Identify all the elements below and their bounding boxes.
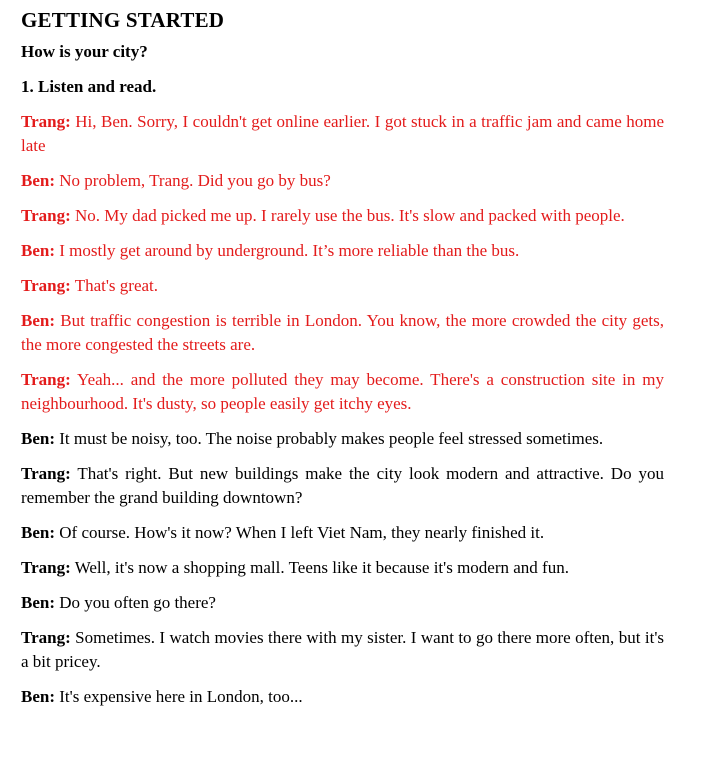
dialogue-line <box>21 427 664 451</box>
utterance-text: I mostly get around by underground. It’s more reliable than the bus. <box>59 241 520 260</box>
utterance-text: Sometimes. I watch movies there with my sister. I want to go there more often, but it's a bit pricey. <box>21 628 664 671</box>
speaker-name: Ben: <box>21 593 55 612</box>
utterance-text: It must be noisy, too. The noise probably makes people feel stressed sometimes. <box>59 429 604 448</box>
utterance-text: Hi, Ben. Sorry, I couldn't get online earlier. I got stuck in a traffic jam and came home late <box>21 112 665 155</box>
dialogue-line <box>21 462 664 510</box>
dialogue-line <box>21 591 664 615</box>
dialogue-line <box>21 556 664 580</box>
utterance-text: It's expensive here in London, too... <box>59 687 303 706</box>
utterance-text: Well, it's now a shopping mall. Teens like it because it's modern and fun. <box>74 558 569 577</box>
dialogue-line <box>21 169 664 193</box>
speaker-name: Trang: <box>21 276 71 295</box>
exercise-instruction: 1. Listen and read. <box>21 77 157 96</box>
speaker-name: Ben: <box>21 241 55 260</box>
utterance-text: Yeah... and the more polluted they may become. There's a construction site in my neighbourhood. It's dusty, so people easily get itchy eyes. <box>21 370 664 413</box>
speaker-name: Ben: <box>21 311 55 330</box>
dialogue-list <box>21 110 664 709</box>
utterance-text: Do you often go there? <box>59 593 216 612</box>
dialogue-line <box>21 685 664 709</box>
speaker-name: Trang: <box>21 558 71 577</box>
speaker-name: Trang: <box>21 628 71 647</box>
speaker-name: Ben: <box>21 687 55 706</box>
utterance-text: No problem, Trang. Did you go by bus? <box>59 171 331 190</box>
utterance-text: That's right. But new buildings make the city look modern and attractive. Do you remember the grand building downtown? <box>21 464 664 507</box>
speaker-name: Trang: <box>21 206 71 225</box>
dialogue-line <box>21 274 664 298</box>
speaker-name: Ben: <box>21 523 55 542</box>
dialogue-line <box>21 626 664 674</box>
dialogue-line <box>21 521 664 545</box>
utterance-text: Of course. How's it now? When I left Viet Nam, they nearly finished it. <box>59 523 545 542</box>
dialogue-line <box>21 309 664 357</box>
speaker-name: Trang: <box>21 464 71 483</box>
utterance-text: But traffic congestion is terrible in London. You know, the more crowded the city gets, the more congested the streets are. <box>21 311 665 354</box>
dialogue-line <box>21 368 664 416</box>
dialogue-line <box>21 110 664 158</box>
dialogue-line <box>21 204 664 228</box>
speaker-name: Ben: <box>21 171 55 190</box>
speaker-name: Trang: <box>21 370 71 389</box>
utterance-text: No. My dad picked me up. I rarely use the bus. It's slow and packed with people. <box>75 206 625 225</box>
lesson-subtitle: How is your city? <box>21 42 148 61</box>
dialogue-line <box>21 239 664 263</box>
speaker-name: Ben: <box>21 429 55 448</box>
section-title: GETTING STARTED <box>21 8 225 32</box>
speaker-name: Trang: <box>21 112 71 131</box>
utterance-text: That's great. <box>74 276 159 295</box>
